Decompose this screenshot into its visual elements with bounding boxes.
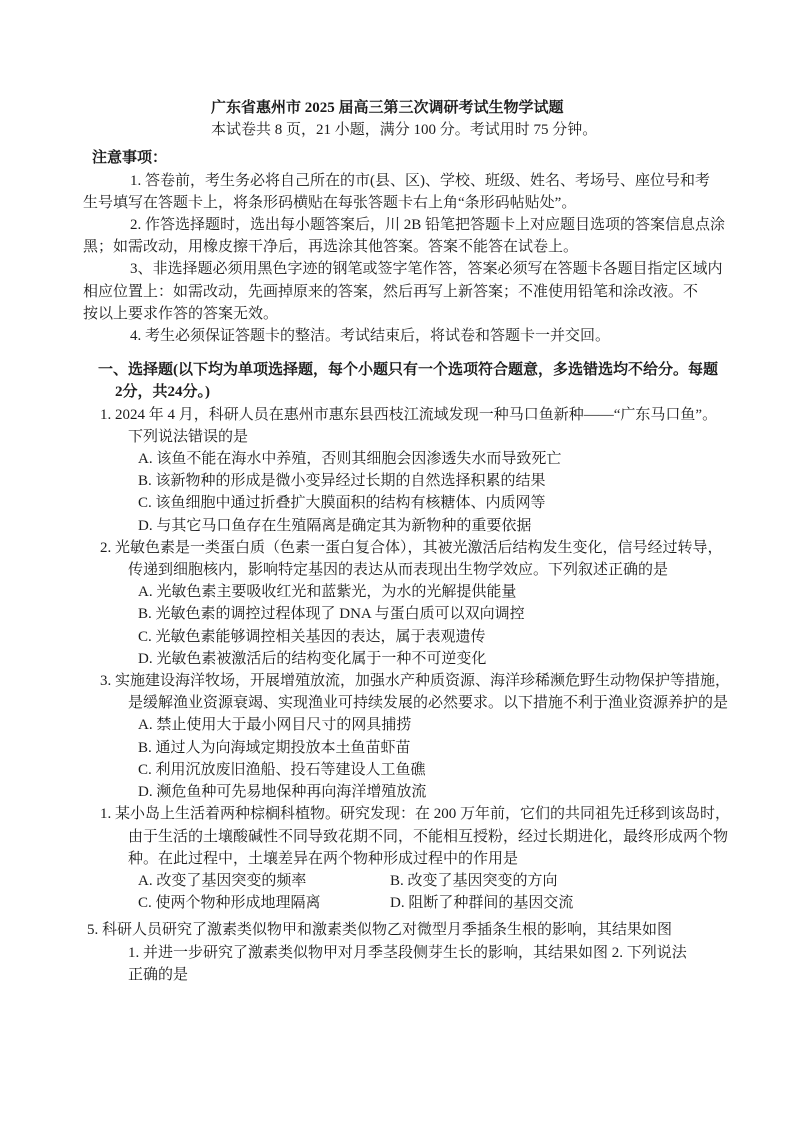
question-1-option-c: C. 该鱼细胞中通过折叠扩大膜面积的结构有核糖体、内质网等	[138, 495, 546, 512]
exam-subtitle: 本试卷共 8 页，21 小题，满分 100 分。考试用时 75 分钟。	[211, 122, 598, 139]
notice-item-3-line-2: 相应位置上：如需改动，先画掉原来的答案，然后再写上新答案；不准使用铅笔和涂改液。不	[83, 283, 699, 300]
notice-item-1-line-1: 1. 答卷前，考生务必将自己所在的市(县、区)、学校、班级、姓名、考场号、座位号和考	[130, 172, 710, 189]
question-3-option-a: A. 禁止使用大于最小网目尺寸的网具捕捞	[138, 717, 412, 734]
question-2-stem-line-1: 2. 光敏色素是一类蛋白质（色素一蛋白复合体），其被光激活后结构发生变化，信号经过转导，	[100, 539, 723, 556]
question-3-option-c: C. 利用沉放废旧渔船、投石等建设人工鱼礁	[138, 761, 426, 778]
question-3-stem-line-1: 3. 实施建设海洋牧场，开展增殖放流，加强水产种质资源、海洋珍稀濒危野生动物保护等措施，	[100, 673, 731, 690]
question-4-option-c: C. 使两个物种形成地理隔离	[138, 895, 321, 912]
notice-item-2-line-1: 2. 作答选择题时，选出每小题答案后，川 2B 铅笔把答题卡上对应题目选项的答案信息点涂	[130, 217, 726, 234]
question-2-stem-line-2: 传递到细胞核内，影响特定基因的表达从而表现出生物学效应。下列叙述正确的是	[128, 562, 669, 579]
notice-heading: 注意事项：	[92, 150, 168, 167]
question-4-option-b: B. 改变了基因突变的方向	[390, 872, 558, 889]
question-4-options-row-2	[138, 892, 730, 914]
notice-item-1-line-2: 生号填写在答题卡上，将条形码横贴在每张答题卡右上角“条形码帖贴处”。	[83, 194, 577, 211]
question-2-option-c: C. 光敏色素能够调控相关基因的表达，属于表观遗传	[138, 628, 486, 645]
question-4-option-d: D. 阻断了种群间的基因交流	[390, 895, 574, 912]
question-1-stem-line-1: 1. 2024 年 4 月，科研人员在惠州市惠东县西枝江流域发现一种马口鱼新种——“广东马口鱼”。	[100, 406, 718, 423]
question-4-stem-line-2: 由于生活的土壤酸碱性不同导致花期不同，不能相互授粉，经过长期进化，最终形成两个物	[128, 828, 729, 845]
question-3-stem-line-2: 是缓解渔业资源衰竭、实现渔业可持续发展的必然要求。以下措施不利于渔业资源养护的是	[128, 695, 729, 712]
section-heading-line-1: 一、选择题(以下均为单项选择题，每个小题只有一个选项符合题意，多选错选均不给分。每题	[98, 362, 718, 379]
notice-item-2-line-2: 黑；如需改动，用橡皮擦干净后，再选涂其他答案。答案不能答在试卷上。	[83, 239, 579, 256]
question-5-stem-line-1: 5. 科研人员研究了激素类似物甲和激素类似物乙对微型月季插条生根的影响，其结果如图	[87, 922, 673, 939]
question-1-option-d: D. 与其它马口鱼存在生殖隔离是确定其为新物种的重要依据	[138, 517, 532, 534]
question-2-option-d: D. 光敏色素被激活后的结构变化属于一种不可逆变化	[138, 650, 487, 667]
notice-item-3-line-3: 按以上要求作答的答案无效。	[83, 305, 279, 322]
question-4-options-row-1	[138, 870, 730, 892]
question-3-option-b: B. 通过人为向海域定期投放本土鱼苗虾苗	[138, 739, 411, 756]
question-4-stem-line-3: 种。在此过程中，土壤差异在两个物种形成过程中的作用是	[128, 850, 519, 867]
question-1-option-b: B. 该新物种的形成是微小变异经过长期的自然选择积累的结果	[138, 473, 546, 490]
notice-item-4: 4. 考生必须保证答题卡的整洁。考试结束后，将试卷和答题卡一并交回。	[130, 328, 611, 345]
question-5-stem-line-2: 1. 并进一步研究了激素类似物甲对月季茎段侧芽生长的影响，其结果如图 2. 下列说法	[128, 944, 687, 961]
question-2-option-b: B. 光敏色素的调控过程体现了 DNA 与蛋白质可以双向调控	[138, 606, 525, 623]
question-4-option-a: A. 改变了基因突变的频率	[138, 872, 307, 889]
section-heading-line-2: 2分，共24分。)	[115, 384, 210, 401]
question-5-stem-line-3: 正确的是	[128, 966, 189, 983]
question-1-stem-line-2: 下列说法错误的是	[128, 428, 249, 445]
question-3-option-d: D. 濒危鱼种可先易地保种再向海洋增殖放流	[138, 784, 427, 801]
question-1-option-a: A. 该鱼不能在海水中养殖，否则其细胞会因渗透失水而导致死亡	[138, 451, 562, 468]
notice-item-3-line-1: 3、非选择题必须用黑色字迹的钢笔或签字笔作答，答案必须写在答题卡各题目指定区域内	[130, 261, 723, 278]
exam-title: 广东省惠州市 2025 届高三第三次调研考试生物学试题	[211, 100, 564, 116]
question-4-stem-line-1: 1. 某小岛上生活着两种棕榈科植物。研究发现：在 200 万年前，它们的共同祖先迁移到该岛时，	[100, 806, 731, 823]
question-2-option-a: A. 光敏色素主要吸收红光和蓝紫光，为水的光解提供能量	[138, 584, 517, 601]
